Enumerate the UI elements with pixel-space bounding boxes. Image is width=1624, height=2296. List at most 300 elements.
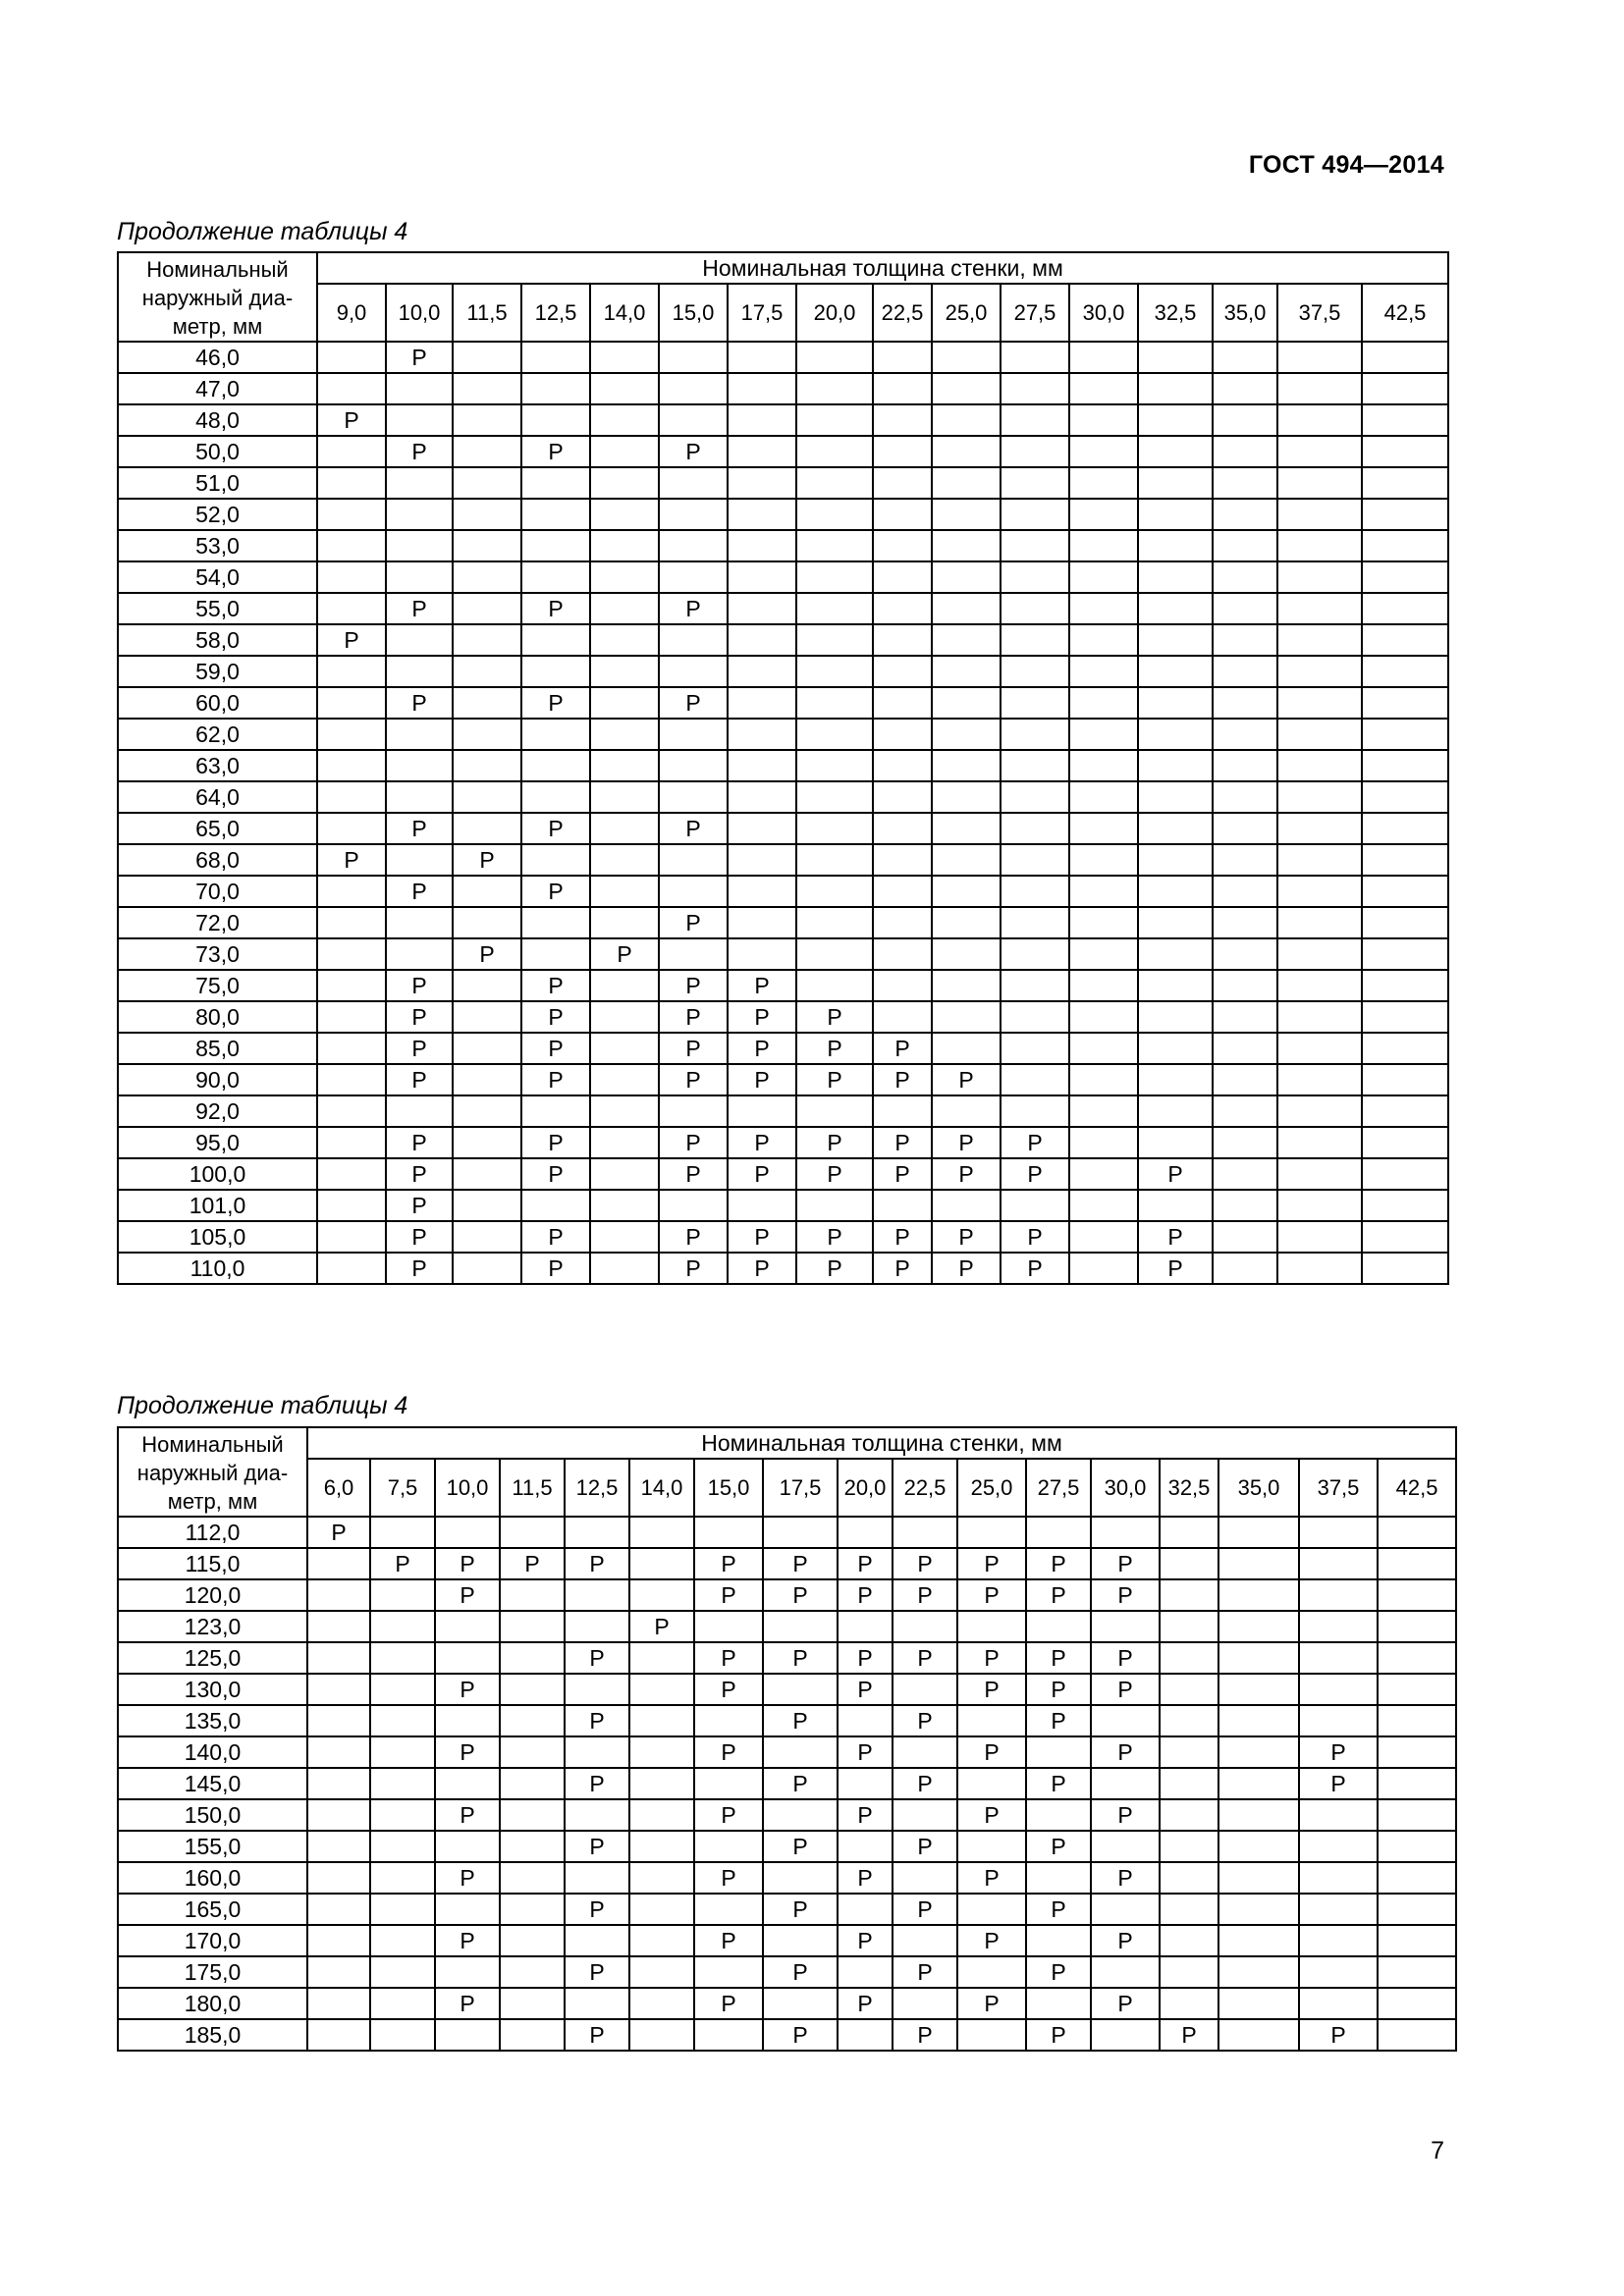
mark-cell [590, 719, 659, 750]
diameter-cell: 55,0 [118, 593, 317, 624]
mark-cell: Р [1026, 1768, 1091, 1799]
mark-cell [893, 1799, 957, 1831]
header-row [118, 1427, 1456, 1459]
header-row [118, 252, 1448, 284]
mark-cell [932, 970, 1001, 1001]
mark-cell [796, 844, 873, 876]
thickness-header: 10,0 [386, 284, 453, 342]
mark-cell [1026, 1517, 1091, 1548]
mark-cell: Р [893, 2019, 957, 2051]
diameter-cell: 170,0 [118, 1925, 307, 1956]
mark-cell [453, 593, 521, 624]
mark-cell [1160, 1705, 1218, 1736]
mark-cell [893, 1517, 957, 1548]
mark-cell [1218, 1517, 1299, 1548]
mark-cell: Р [838, 1548, 893, 1579]
diameter-cell: 50,0 [118, 436, 317, 467]
mark-cell [1160, 1768, 1218, 1799]
mark-cell [932, 1033, 1001, 1064]
mark-cell [1299, 1831, 1378, 1862]
mark-cell [1026, 1988, 1091, 2019]
mark-cell [590, 342, 659, 373]
mark-cell [893, 1925, 957, 1956]
mark-cell: Р [1026, 1894, 1091, 1925]
mark-cell [1213, 844, 1277, 876]
mark-cell [873, 813, 932, 844]
mark-cell [838, 1517, 893, 1548]
mark-cell [893, 1988, 957, 2019]
mark-cell [1218, 1768, 1299, 1799]
mark-cell [1069, 750, 1138, 781]
mark-cell [1378, 1736, 1456, 1768]
mark-cell: Р [317, 404, 386, 436]
mark-cell [307, 1736, 370, 1768]
mark-cell [1277, 687, 1362, 719]
mark-cell [932, 436, 1001, 467]
mark-cell [873, 719, 932, 750]
mark-cell [453, 1221, 521, 1253]
mark-cell [1001, 561, 1069, 593]
mark-cell [932, 876, 1001, 907]
mark-cell [1160, 1799, 1218, 1831]
mark-cell [521, 844, 590, 876]
mark-cell [1001, 687, 1069, 719]
mark-cell [838, 1611, 893, 1642]
mark-cell: Р [957, 1862, 1026, 1894]
mark-cell [521, 624, 590, 656]
mark-cell [728, 750, 796, 781]
mark-cell: Р [728, 1033, 796, 1064]
mark-cell [957, 2019, 1026, 2051]
mark-cell: Р [893, 1548, 957, 1579]
mark-cell [386, 499, 453, 530]
mark-cell [728, 436, 796, 467]
thickness-header: 25,0 [932, 284, 1001, 342]
table-row [118, 342, 1448, 373]
diameter-header: Номинальный наружный диа-метр, мм [118, 252, 317, 342]
mark-cell [435, 2019, 500, 2051]
mark-cell: Р [1160, 2019, 1218, 2051]
mark-cell [500, 1894, 565, 1925]
table-row [118, 687, 1448, 719]
table-row [118, 593, 1448, 624]
mark-cell: Р [1091, 1642, 1160, 1674]
mark-cell: Р [386, 1033, 453, 1064]
mark-cell [1277, 561, 1362, 593]
mark-cell [1001, 719, 1069, 750]
mark-cell [1362, 1253, 1448, 1284]
mark-cell: Р [370, 1548, 435, 1579]
mark-cell [500, 1611, 565, 1642]
mark-cell: Р [694, 1925, 763, 1956]
mark-cell [873, 750, 932, 781]
mark-cell: Р [838, 1862, 893, 1894]
mark-cell [1026, 1611, 1091, 1642]
mark-cell [500, 1579, 565, 1611]
mark-cell: Р [1299, 1736, 1378, 1768]
thickness-group-header: Номинальная толщина стенки, мм [307, 1427, 1456, 1459]
mark-cell [1378, 1956, 1456, 1988]
mark-cell [370, 1611, 435, 1642]
mark-cell [1091, 2019, 1160, 2051]
table-row [118, 1127, 1448, 1158]
mark-cell [1378, 1517, 1456, 1548]
mark-cell: Р [521, 1221, 590, 1253]
mark-cell: Р [317, 624, 386, 656]
mark-cell: Р [957, 1548, 1026, 1579]
mark-cell [957, 1768, 1026, 1799]
thickness-header: 37,5 [1299, 1459, 1378, 1517]
mark-cell: Р [763, 1705, 838, 1736]
mark-cell [565, 1736, 629, 1768]
diameter-cell: 54,0 [118, 561, 317, 593]
mark-cell [1138, 781, 1213, 813]
mark-cell [1069, 781, 1138, 813]
mark-cell [659, 876, 728, 907]
mark-cell [565, 1579, 629, 1611]
mark-cell [893, 1862, 957, 1894]
mark-cell [1277, 530, 1362, 561]
table-row [118, 719, 1448, 750]
mark-cell: Р [307, 1517, 370, 1548]
mark-cell [500, 1799, 565, 1831]
thickness-header: 42,5 [1378, 1459, 1456, 1517]
diameter-cell: 80,0 [118, 1001, 317, 1033]
mark-cell [307, 1548, 370, 1579]
mark-cell [694, 1894, 763, 1925]
mark-cell: Р [659, 1253, 728, 1284]
table-caption: Продолжение таблицы 4 [117, 218, 408, 245]
diameter-cell: 123,0 [118, 1611, 307, 1642]
diameter-cell: 58,0 [118, 624, 317, 656]
mark-cell [1277, 813, 1362, 844]
mark-cell [1160, 1736, 1218, 1768]
mark-cell [453, 342, 521, 373]
table-row [118, 467, 1448, 499]
mark-cell: Р [838, 1925, 893, 1956]
mark-cell: Р [659, 1127, 728, 1158]
mark-cell [317, 1127, 386, 1158]
mark-cell [932, 530, 1001, 561]
mark-cell [873, 1190, 932, 1221]
mark-cell: Р [838, 1736, 893, 1768]
mark-cell [1213, 436, 1277, 467]
mark-cell [317, 750, 386, 781]
mark-cell [838, 1956, 893, 1988]
mark-cell [1001, 467, 1069, 499]
diameter-cell: 47,0 [118, 373, 317, 404]
mark-cell [796, 781, 873, 813]
thickness-header: 11,5 [500, 1459, 565, 1517]
mark-cell [590, 781, 659, 813]
mark-cell: Р [565, 1705, 629, 1736]
mark-cell [694, 1611, 763, 1642]
mark-cell [1213, 1221, 1277, 1253]
mark-cell [590, 656, 659, 687]
mark-cell: Р [386, 876, 453, 907]
mark-cell [1362, 1221, 1448, 1253]
mark-cell [659, 938, 728, 970]
mark-cell [1213, 624, 1277, 656]
diameter-cell: 59,0 [118, 656, 317, 687]
mark-cell [796, 1095, 873, 1127]
mark-cell [370, 1579, 435, 1611]
mark-cell [1213, 1001, 1277, 1033]
mark-cell [1213, 1033, 1277, 1064]
mark-cell [1001, 404, 1069, 436]
mark-cell [1277, 1033, 1362, 1064]
table-row [118, 624, 1448, 656]
mark-cell [1138, 750, 1213, 781]
mark-cell [1362, 342, 1448, 373]
mark-cell [629, 1799, 694, 1831]
mark-cell [1069, 467, 1138, 499]
mark-cell: Р [893, 1831, 957, 1862]
mark-cell [629, 1988, 694, 2019]
mark-cell [1218, 1799, 1299, 1831]
mark-cell: Р [694, 1862, 763, 1894]
diameter-cell: 125,0 [118, 1642, 307, 1674]
mark-cell: Р [1091, 1925, 1160, 1956]
mark-cell [932, 467, 1001, 499]
table-wall-thickness-2 [117, 1426, 1447, 2052]
mark-cell [659, 781, 728, 813]
mark-cell: Р [796, 1221, 873, 1253]
mark-cell: Р [453, 844, 521, 876]
mark-cell [1378, 1988, 1456, 2019]
mark-cell [590, 876, 659, 907]
table-row [118, 530, 1448, 561]
mark-cell: Р [386, 1158, 453, 1190]
mark-cell: Р [659, 1158, 728, 1190]
mark-cell [370, 1956, 435, 1988]
mark-cell [694, 1517, 763, 1548]
mark-cell [317, 781, 386, 813]
mark-cell [1378, 1768, 1456, 1799]
mark-cell: Р [893, 1894, 957, 1925]
mark-cell: Р [1299, 2019, 1378, 2051]
mark-cell [317, 1190, 386, 1221]
mark-cell [1299, 1925, 1378, 1956]
mark-cell [521, 938, 590, 970]
mark-cell [1362, 561, 1448, 593]
thickness-header: 10,0 [435, 1459, 500, 1517]
page-number: 7 [1431, 2137, 1444, 2164]
mark-cell [796, 938, 873, 970]
mark-cell: Р [1091, 1736, 1160, 1768]
data-table [117, 251, 1449, 1285]
mark-cell [1001, 530, 1069, 561]
mark-cell [1001, 813, 1069, 844]
mark-cell [873, 844, 932, 876]
diameter-cell: 130,0 [118, 1674, 307, 1705]
mark-cell: Р [521, 813, 590, 844]
mark-cell: Р [957, 1674, 1026, 1705]
diameter-cell: 63,0 [118, 750, 317, 781]
mark-cell [590, 844, 659, 876]
thickness-header: 35,0 [1218, 1459, 1299, 1517]
mark-cell: Р [838, 1642, 893, 1674]
mark-cell [1362, 813, 1448, 844]
mark-cell [1362, 1127, 1448, 1158]
mark-cell [1069, 530, 1138, 561]
mark-cell [1069, 907, 1138, 938]
mark-cell: Р [1138, 1253, 1213, 1284]
mark-cell [1299, 1611, 1378, 1642]
mark-cell [435, 1956, 500, 1988]
table-row [118, 876, 1448, 907]
mark-cell [453, 1253, 521, 1284]
mark-cell [1362, 844, 1448, 876]
mark-cell [1069, 938, 1138, 970]
thickness-header: 14,0 [629, 1459, 694, 1517]
mark-cell [763, 1925, 838, 1956]
mark-cell: Р [763, 1831, 838, 1862]
thickness-header: 20,0 [838, 1459, 893, 1517]
mark-cell: Р [1138, 1158, 1213, 1190]
mark-cell: Р [386, 1127, 453, 1158]
mark-cell: Р [838, 1674, 893, 1705]
table-row [118, 1548, 1456, 1579]
mark-cell: Р [932, 1064, 1001, 1095]
mark-cell [873, 907, 932, 938]
mark-cell [932, 719, 1001, 750]
mark-cell: Р [1001, 1127, 1069, 1158]
mark-cell: Р [521, 1253, 590, 1284]
mark-cell [1160, 1988, 1218, 2019]
diameter-cell: 180,0 [118, 1988, 307, 2019]
table-row [118, 781, 1448, 813]
mark-cell [453, 436, 521, 467]
mark-cell [932, 561, 1001, 593]
table-row [118, 1095, 1448, 1127]
mark-cell [1138, 876, 1213, 907]
diameter-header: Номинальный наружный диа-метр, мм [118, 1427, 307, 1517]
mark-cell [838, 1831, 893, 1862]
mark-cell: Р [728, 970, 796, 1001]
mark-cell [1091, 1894, 1160, 1925]
mark-cell [873, 938, 932, 970]
mark-cell [1138, 342, 1213, 373]
mark-cell [1069, 561, 1138, 593]
mark-cell [1138, 1033, 1213, 1064]
mark-cell [1218, 1988, 1299, 2019]
table-row [118, 1033, 1448, 1064]
mark-cell [307, 2019, 370, 2051]
mark-cell: Р [838, 1579, 893, 1611]
mark-cell [1069, 1221, 1138, 1253]
table-row [118, 1579, 1456, 1611]
mark-cell: Р [1026, 2019, 1091, 2051]
mark-cell [838, 2019, 893, 2051]
mark-cell [1362, 593, 1448, 624]
mark-cell: Р [873, 1033, 932, 1064]
mark-cell [1277, 1190, 1362, 1221]
mark-cell [1026, 1925, 1091, 1956]
mark-cell: Р [694, 1642, 763, 1674]
mark-cell [1138, 530, 1213, 561]
mark-cell [1160, 1674, 1218, 1705]
mark-cell [1026, 1736, 1091, 1768]
mark-cell [1138, 687, 1213, 719]
mark-cell [1001, 750, 1069, 781]
mark-cell [453, 624, 521, 656]
mark-cell [728, 467, 796, 499]
mark-cell [1378, 1799, 1456, 1831]
mark-cell: Р [386, 1064, 453, 1095]
mark-cell: Р [1001, 1221, 1069, 1253]
mark-cell [307, 1862, 370, 1894]
mark-cell [728, 687, 796, 719]
mark-cell [307, 1831, 370, 1862]
mark-cell [435, 1642, 500, 1674]
mark-cell [453, 561, 521, 593]
table-row [118, 1611, 1456, 1642]
mark-cell: Р [932, 1158, 1001, 1190]
mark-cell: Р [728, 1158, 796, 1190]
mark-cell [796, 1190, 873, 1221]
mark-cell [728, 844, 796, 876]
mark-cell [1218, 2019, 1299, 2051]
diameter-cell: 105,0 [118, 1221, 317, 1253]
mark-cell [629, 1674, 694, 1705]
mark-cell [1160, 1517, 1218, 1548]
mark-cell [453, 1190, 521, 1221]
mark-cell [590, 1221, 659, 1253]
mark-cell: Р [694, 1988, 763, 2019]
diameter-cell: 112,0 [118, 1517, 307, 1548]
thickness-header-row [118, 1459, 1456, 1517]
mark-cell: Р [1138, 1221, 1213, 1253]
mark-cell [1218, 1925, 1299, 1956]
table-row [118, 750, 1448, 781]
mark-cell [728, 342, 796, 373]
mark-cell [453, 813, 521, 844]
diameter-cell: 120,0 [118, 1579, 307, 1611]
mark-cell [565, 1862, 629, 1894]
mark-cell [1069, 656, 1138, 687]
mark-cell: Р [435, 1548, 500, 1579]
mark-cell [1362, 1001, 1448, 1033]
mark-cell [796, 656, 873, 687]
mark-cell [453, 1033, 521, 1064]
mark-cell [1213, 876, 1277, 907]
mark-cell [1069, 1064, 1138, 1095]
table-row [118, 1988, 1456, 2019]
mark-cell [629, 1831, 694, 1862]
mark-cell [386, 781, 453, 813]
mark-cell [1138, 719, 1213, 750]
mark-cell [1213, 750, 1277, 781]
mark-cell [370, 1736, 435, 1768]
mark-cell [1138, 624, 1213, 656]
mark-cell [435, 1768, 500, 1799]
mark-cell: Р [435, 1579, 500, 1611]
table-caption: Продолжение таблицы 4 [117, 1392, 408, 1419]
mark-cell [453, 404, 521, 436]
mark-cell [317, 467, 386, 499]
mark-cell: Р [521, 1158, 590, 1190]
mark-cell [1218, 1579, 1299, 1611]
mark-cell: Р [873, 1127, 932, 1158]
mark-cell [590, 1064, 659, 1095]
diameter-cell: 145,0 [118, 1768, 307, 1799]
mark-cell: Р [565, 1831, 629, 1862]
mark-cell [629, 1956, 694, 1988]
mark-cell [1213, 404, 1277, 436]
mark-cell [1091, 1831, 1160, 1862]
mark-cell: Р [957, 1925, 1026, 1956]
